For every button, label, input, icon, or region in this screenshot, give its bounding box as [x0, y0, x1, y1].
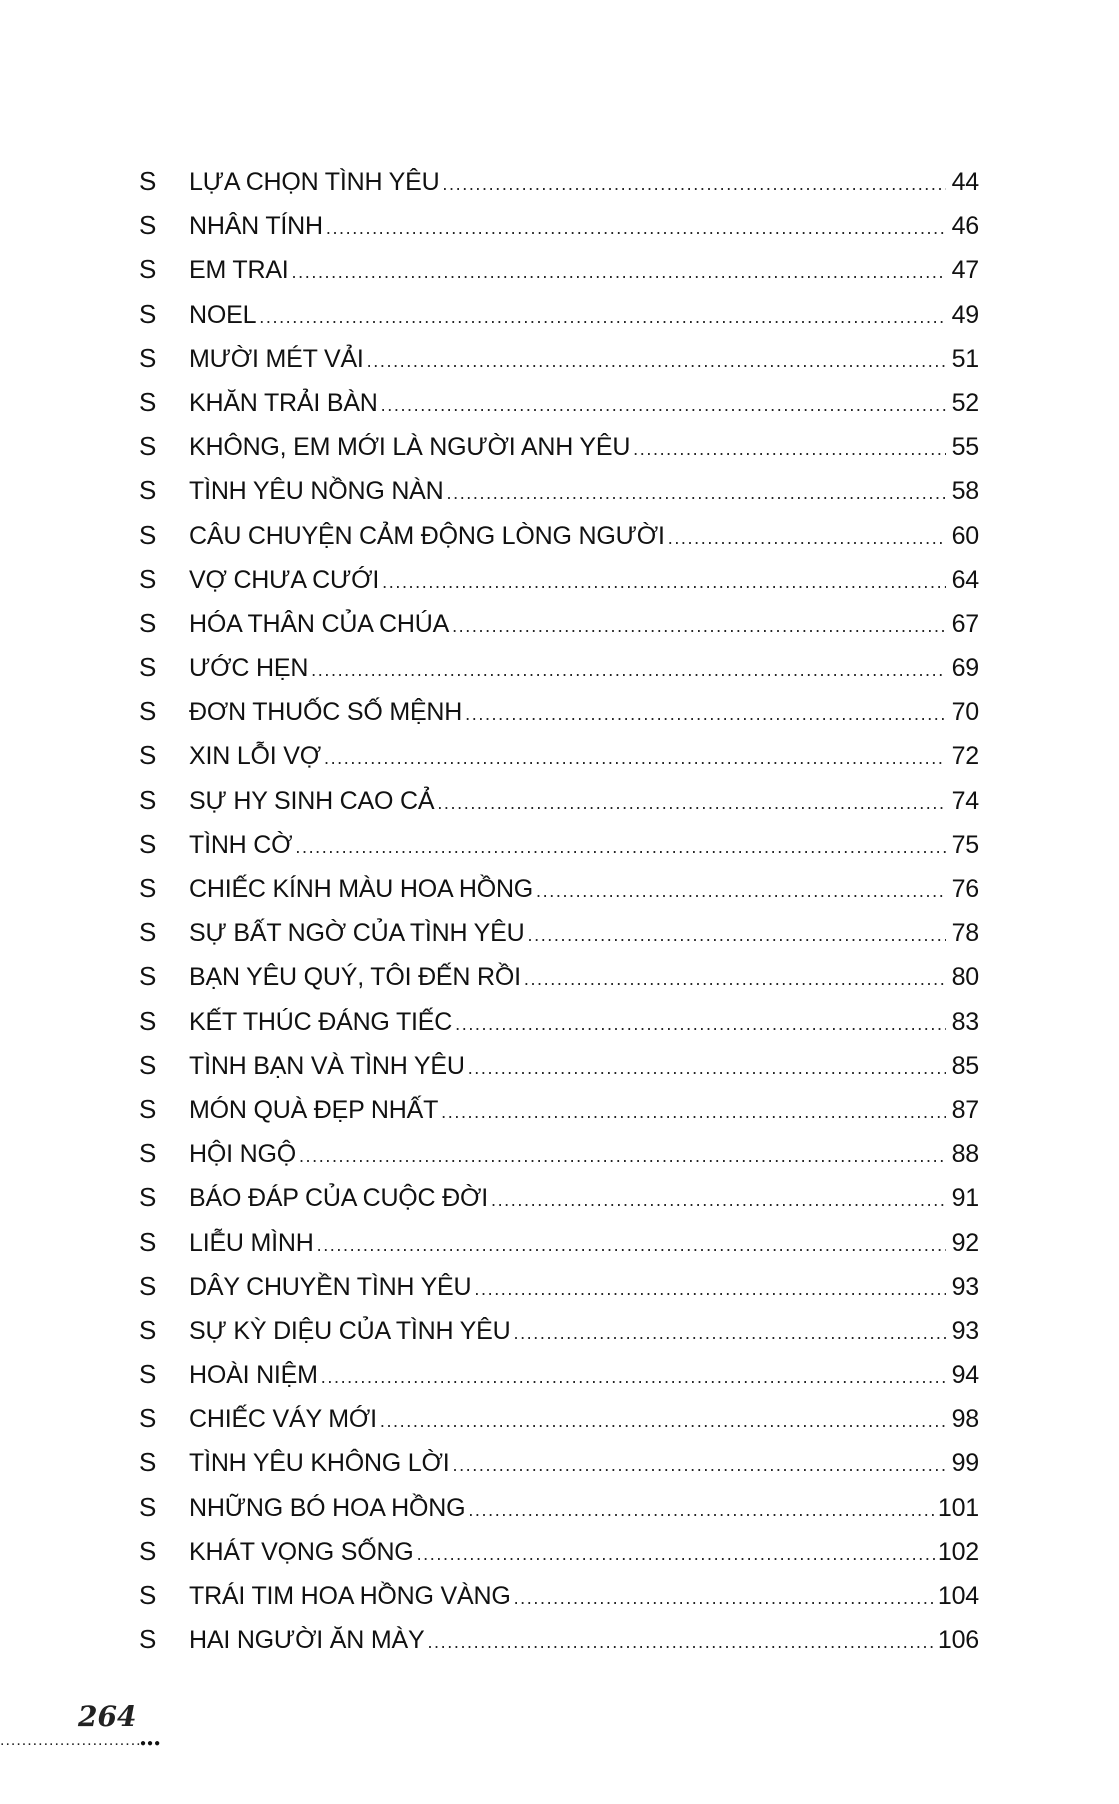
toc-dot-leader: [468, 1058, 946, 1079]
toc-entry-title: TRÁI TIM HOA HỒNG VÀNG: [189, 1582, 511, 1610]
toc-entry: [139, 1050, 979, 1094]
toc-bullet: S: [139, 740, 157, 771]
toc-entry-page: 99: [951, 1449, 979, 1478]
toc-entry-page: 51: [951, 344, 979, 373]
toc-dot-leader: [442, 174, 946, 195]
toc-entry: [139, 1315, 979, 1359]
toc-entry-title: CHIẾC VÁY MỚI: [189, 1405, 377, 1434]
toc-entry: [139, 1536, 979, 1580]
toc-entry-title: SỰ BẤT NGỜ CỦA TÌNH YÊU: [189, 919, 525, 948]
toc-entry-title: KẾT THÚC ĐÁNG TIẾC: [189, 1007, 453, 1036]
toc-entry: [139, 785, 979, 829]
toc-entry-title: HỘI NGỘ: [189, 1140, 296, 1169]
toc-entry-page: 55: [951, 433, 979, 462]
toc-entry-title: HÓA THÂN CỦA CHÚA: [189, 609, 450, 638]
toc-entry-page: 91: [951, 1184, 979, 1213]
toc-entry: [139, 520, 979, 564]
toc-bullet: S: [139, 1447, 157, 1478]
toc-bullet: S: [139, 828, 157, 859]
toc-entry-page: 72: [951, 742, 979, 771]
toc-entry-page: 76: [951, 875, 979, 903]
toc-entry: [139, 1138, 979, 1182]
toc-entry: [139, 387, 979, 431]
toc-entry: [139, 917, 979, 961]
toc-entry-page: 70: [951, 698, 979, 727]
toc-entry: [139, 210, 979, 254]
toc-bullet: S: [139, 386, 157, 417]
toc-entry-page: 64: [951, 565, 979, 594]
footer-dotted-rule: [0, 1732, 140, 1750]
toc-entry: [139, 1624, 979, 1668]
toc-entry-page: 80: [951, 963, 979, 992]
toc-bullet: S: [139, 1535, 157, 1566]
toc-entry-title: ƯỚC HẸN: [189, 654, 309, 683]
toc-dot-leader: [441, 1102, 946, 1123]
toc-bullet: S: [139, 210, 157, 241]
toc-entry-page: 101: [937, 1493, 979, 1522]
toc-dot-leader: [292, 262, 946, 283]
toc-bullet: S: [139, 1049, 157, 1080]
toc-dot-leader: [455, 1014, 946, 1035]
toc-dot-leader: [536, 881, 946, 902]
toc-entry-title: BÁO ĐÁP CỦA CUỘC ĐỜI: [189, 1184, 488, 1213]
toc-dot-leader: [311, 660, 946, 681]
toc-bullet: S: [139, 696, 157, 727]
toc-bullet: S: [139, 298, 157, 329]
toc-dot-leader: [380, 1411, 946, 1432]
toc-entry: [139, 652, 979, 696]
toc-entry-title: CÂU CHUYỆN CẢM ĐỘNG LÒNG NGƯỜI: [189, 521, 665, 550]
toc-entry: [139, 431, 979, 475]
toc-dot-leader: [468, 1500, 935, 1521]
toc-entry-page: 104: [937, 1582, 979, 1610]
toc-entry-title: HOÀI NIỆM: [189, 1361, 318, 1390]
toc-entry-page: 49: [951, 300, 979, 329]
toc-entry: [139, 961, 979, 1005]
toc-entry-title: MƯỜI MÉT VẢI: [189, 344, 364, 373]
toc-entry-page: 67: [951, 609, 979, 638]
toc-entry-title: BẠN YÊU QUÝ, TÔI ĐẾN RỒI: [189, 963, 521, 992]
toc-entry: [139, 696, 979, 740]
toc-entry-title: KHÁT VỌNG SỐNG: [189, 1537, 414, 1566]
toc-bullet: S: [139, 1226, 157, 1257]
toc-bullet: S: [139, 254, 157, 285]
toc-dot-leader: [491, 1190, 946, 1211]
toc-entry: [139, 1359, 979, 1403]
toc-bullet: S: [139, 873, 157, 903]
toc-entry-title: EM TRAI: [189, 256, 289, 285]
toc-entry: [139, 299, 979, 343]
toc-bullet: S: [139, 1359, 157, 1390]
toc-bullet: S: [139, 1138, 157, 1169]
toc-entry-title: KHÔNG, EM MỚI LÀ NGƯỜI ANH YÊU: [189, 433, 631, 462]
toc-entry-title: NOEL: [189, 300, 257, 329]
toc-entry: [139, 873, 979, 917]
toc-entry: [139, 166, 979, 210]
toc-entry-page: 85: [951, 1051, 979, 1080]
toc-entry-page: 52: [951, 388, 979, 417]
toc-entry-title: TÌNH BẠN VÀ TÌNH YÊU: [189, 1051, 465, 1080]
toc-dot-leader: [465, 704, 946, 725]
toc-bullet: S: [139, 607, 157, 638]
toc-entry: [139, 1447, 979, 1491]
toc-bullet: S: [139, 652, 157, 683]
toc-entry-page: 44: [951, 168, 979, 196]
toc-bullet: S: [139, 166, 157, 196]
toc-bullet: S: [139, 917, 157, 948]
toc-bullet: S: [139, 1093, 157, 1124]
toc-entry-title: VỢ CHƯA CƯỚI: [189, 565, 380, 594]
toc-entry-title: HAI NGƯỜI ĂN MÀY: [189, 1626, 425, 1655]
toc-entry-page: 83: [951, 1007, 979, 1036]
toc-dot-leader: [326, 218, 946, 239]
toc-bullet: S: [139, 1270, 157, 1301]
toc-bullet: S: [139, 431, 157, 462]
toc-list: [139, 166, 979, 1668]
table-of-contents: [139, 166, 979, 1668]
toc-entry-page: 98: [951, 1405, 979, 1434]
toc-dot-leader: [427, 1632, 934, 1653]
toc-bullet: S: [139, 1403, 157, 1434]
toc-dot-leader: [513, 1323, 946, 1344]
toc-entry-page: 92: [951, 1228, 979, 1257]
toc-dot-leader: [668, 528, 946, 549]
toc-entry-title: KHĂN TRẢI BÀN: [189, 388, 378, 417]
page-footer: [0, 1700, 180, 1770]
toc-bullet: S: [139, 1580, 157, 1610]
toc-dot-leader: [299, 1146, 946, 1167]
toc-bullet: S: [139, 1314, 157, 1345]
toc-bullet: S: [139, 1005, 157, 1036]
toc-bullet: S: [139, 784, 157, 815]
toc-dot-leader: [367, 351, 946, 372]
toc-dot-leader: [514, 1588, 935, 1609]
toc-bullet: S: [139, 475, 157, 506]
toc-dot-leader: [317, 1235, 946, 1256]
toc-dot-leader: [324, 748, 946, 769]
toc-bullet: S: [139, 519, 157, 550]
toc-entry-page: 88: [951, 1140, 979, 1169]
toc-entry-page: 47: [951, 256, 979, 285]
toc-entry-title: ĐƠN THUỐC SỐ MỆNH: [189, 698, 463, 727]
toc-entry-page: 58: [951, 477, 979, 506]
toc-entry: [139, 1182, 979, 1226]
toc-entry-title: TÌNH CỜ: [189, 830, 293, 859]
toc-dot-leader: [524, 969, 946, 990]
toc-entry: [139, 1227, 979, 1271]
toc-entry-title: SỰ HY SINH CAO CẢ: [189, 786, 435, 815]
toc-entry-title: TÌNH YÊU NỒNG NÀN: [189, 477, 444, 506]
toc-entry-page: 75: [951, 830, 979, 859]
toc-entry-page: 93: [951, 1316, 979, 1345]
toc-entry-page: 87: [951, 1095, 979, 1124]
toc-entry-page: 78: [951, 919, 979, 948]
toc-entry: [139, 1094, 979, 1138]
toc-dot-leader: [417, 1544, 935, 1565]
toc-dot-leader: [381, 395, 946, 416]
toc-dot-leader: [474, 1279, 946, 1300]
toc-entry-page: 74: [951, 786, 979, 815]
toc-entry: [139, 829, 979, 873]
toc-entry: [139, 564, 979, 608]
toc-entry-title: XIN LỖI VỢ: [189, 742, 321, 771]
toc-bullet: S: [139, 1624, 157, 1655]
toc-entry-page: 102: [937, 1537, 979, 1566]
toc-entry: [139, 1492, 979, 1536]
toc-bullet: S: [139, 1182, 157, 1213]
toc-bullet: S: [139, 1491, 157, 1522]
toc-dot-leader: [452, 1455, 946, 1476]
page-number: 264: [78, 1700, 137, 1733]
toc-entry: [139, 1006, 979, 1050]
toc-dot-leader: [633, 439, 946, 460]
toc-entry-page: 93: [951, 1272, 979, 1301]
toc-entry-page: 106: [937, 1626, 979, 1655]
toc-bullet: S: [139, 563, 157, 594]
toc-dot-leader: [437, 793, 946, 814]
toc-entry-title: TÌNH YÊU KHÔNG LỜI: [189, 1449, 450, 1478]
toc-entry-title: NHỮNG BÓ HOA HỒNG: [189, 1493, 466, 1522]
toc-entry-page: 69: [951, 654, 979, 683]
toc-entry-page: 46: [951, 212, 979, 241]
toc-entry-page: 60: [951, 521, 979, 550]
toc-entry: [139, 740, 979, 784]
toc-entry-page: 94: [951, 1361, 979, 1390]
toc-bullet: S: [139, 342, 157, 373]
toc-dot-leader: [382, 572, 946, 593]
toc-bullet: S: [139, 961, 157, 992]
toc-entry-title: CHIẾC KÍNH MÀU HOA HỒNG: [189, 875, 534, 903]
toc-entry-title: NHÂN TÍNH: [189, 212, 323, 241]
toc-entry-title: MÓN QUÀ ĐẸP NHẤT: [189, 1095, 439, 1124]
toc-dot-leader: [528, 925, 947, 946]
toc-entry: [139, 1271, 979, 1315]
toc-entry: [139, 1580, 979, 1624]
toc-entry: [139, 254, 979, 298]
toc-dot-leader: [259, 307, 946, 328]
toc-entry-title: SỰ KỲ DIỆU CỦA TÌNH YÊU: [189, 1316, 511, 1345]
toc-entry: [139, 1403, 979, 1447]
footer-ornament-icon: ●●●: [140, 1738, 162, 1749]
toc-entry-title: LỰA CHỌN TÌNH YÊU: [189, 168, 440, 196]
toc-dot-leader: [452, 616, 946, 637]
toc-entry: [139, 343, 979, 387]
toc-entry: [139, 608, 979, 652]
toc-dot-leader: [295, 837, 946, 858]
toc-dot-leader: [447, 483, 947, 504]
toc-entry-title: LIỄU MÌNH: [189, 1228, 314, 1257]
toc-dot-leader: [321, 1367, 946, 1388]
toc-entry: [139, 475, 979, 519]
toc-entry-title: DÂY CHUYỀN TÌNH YÊU: [189, 1272, 472, 1301]
